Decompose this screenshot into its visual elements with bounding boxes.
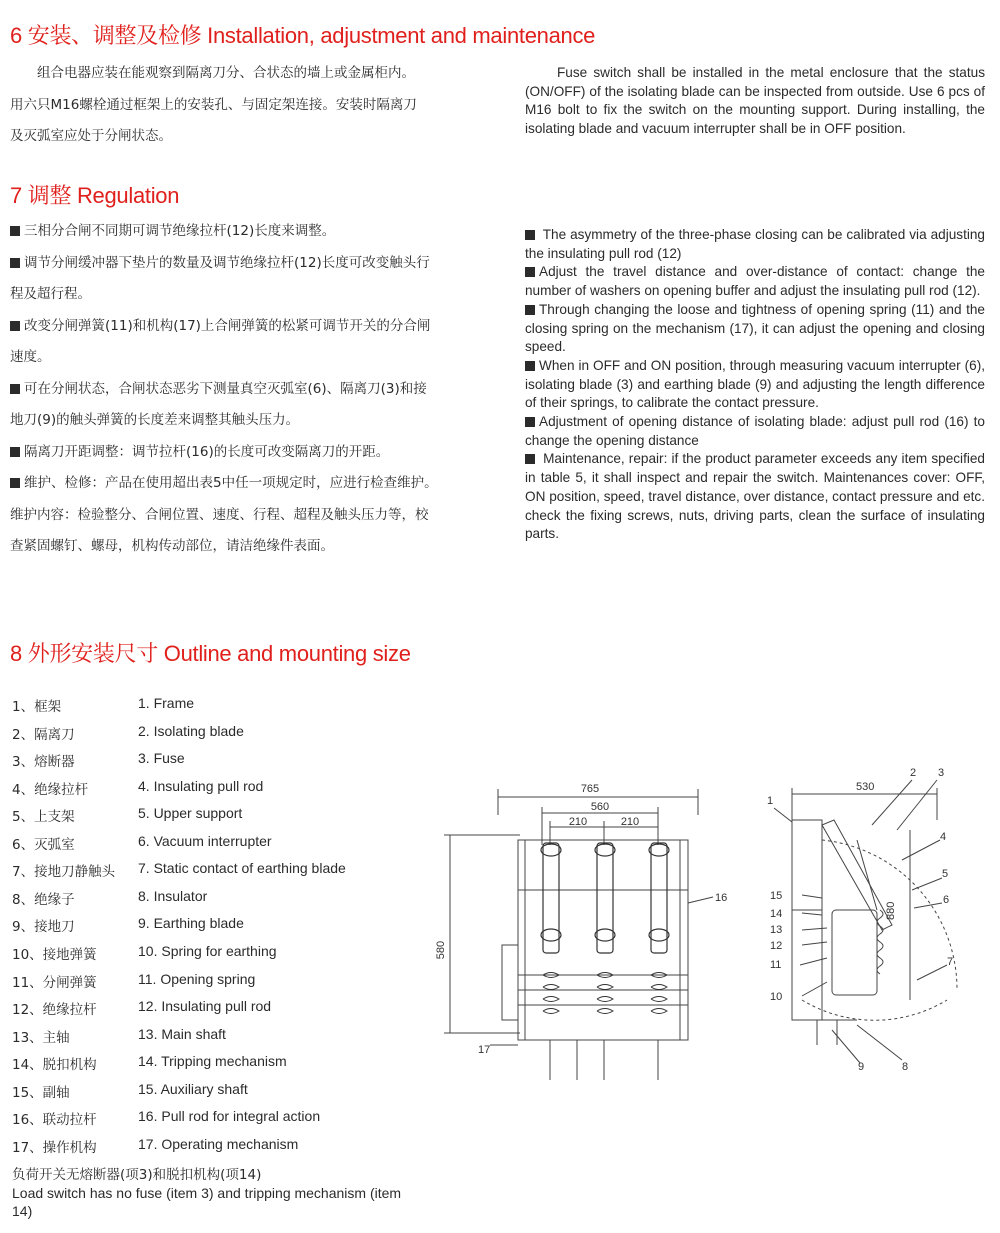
side-label-10: 10 xyxy=(770,991,783,1003)
bullet-square-icon xyxy=(10,478,20,488)
side-label-2: 2 xyxy=(910,767,917,779)
bullet-square-icon xyxy=(525,305,535,315)
side-label-3: 3 xyxy=(938,767,945,779)
bullet-square-icon xyxy=(10,384,20,394)
dimension-580: 580 xyxy=(435,940,447,960)
bullet-square-icon xyxy=(525,361,535,371)
side-label-5: 5 xyxy=(942,868,949,880)
front-view-drawing xyxy=(430,775,730,1090)
load-switch-note: 负荷开关无熔断器(项3)和脱扣机构(项14) Load switch has no fuse (item 3) and tripping mechanism (item 14) xyxy=(12,1167,402,1219)
side-label-11: 11 xyxy=(770,959,782,971)
side-label-8: 8 xyxy=(902,1061,909,1073)
bullet-square-icon xyxy=(525,454,535,464)
side-label-9: 9 xyxy=(858,1061,865,1073)
bullet-square-icon xyxy=(10,321,20,331)
dimension-210-right: 210 xyxy=(620,816,640,828)
bullet-square-icon xyxy=(10,258,20,268)
side-label-14: 14 xyxy=(770,908,783,920)
side-label-6: 6 xyxy=(943,894,950,906)
side-label-13: 13 xyxy=(770,924,783,936)
side-label-7: 7 xyxy=(947,956,954,968)
bullet-square-icon xyxy=(525,417,535,427)
dimension-880: 880 xyxy=(885,901,897,920)
section-6-chinese-text: 组合电器应装在能观察到隔离刀分、合状态的墙上或金属柜内。 用六只M16螺栓通过框架上的安装孔、与固定架连接。安装时隔离刀 及灭弧室应处于分闸状态。 xyxy=(10,65,417,144)
bullet-square-icon xyxy=(10,226,20,236)
section-7-english-text: The asymmetry of the three-phase closing can be calibrated via adjusting the insulating pull rod (12) Adjust the travel distance and over-distance of contact: change the number of washers on opening buffer and adjust the insulating pull rod (12). Through changing the loose and tightness of opening spring (11) and the closing spring on the mechanism (17), it can adjust the opening and closing speed. When in OFF and ON position, through measuring vacuum interrupter (6), isolating blade (3) and earthing blade (9) and adjusting the length difference of their springs, to calibrate the contact pressure. Adjustment of opening distance of isolating blade: adjust pull rod (16) to change the opening distance Maintenance, repair: if the product parameter exceeds any item specified in table 5, it shall inspect and repair the switch. Maintenances cover: OFF, ON position, speed, travel distance, over distance, contact pressure and etc. check the fixing screws, nuts, driving parts, clean the surface of insulating parts. xyxy=(525,227,985,542)
section-6-title: 6 安装、调整及检修 Installation, adjustment and maintenance xyxy=(10,23,596,48)
dimension-560: 560 xyxy=(590,801,610,813)
dimension-210-left: 210 xyxy=(568,816,588,828)
section-6-english-text: Fuse switch shall be installed in the metal enclosure that the status (ON/OFF) of the isolating blade can be inspected from outside. Use 6 pcs of M16 bolt to fix the switch on the mounting support. During installing, the isolating blade and vacuum interrupter shall be in OFF position. xyxy=(525,65,985,137)
label-16: 16 xyxy=(715,892,728,904)
side-label-1: 1 xyxy=(767,795,774,807)
section-7-chinese-text: 三相分合闸不同期可调节绝缘拉杆(12)长度来调整。 调节分闸缓冲器下垫片的数量及调节绝缘拉杆(12)长度可改变触头行 程及超行程。 改变分闸弹簧(11)和机构(17)上合闸弹簧的松紧可调节开关的分合闸 速度。 可在分闸状态，合闸状态恶劣下测量真空灭弧室(6)、隔离刀(3)和接 地刀(9)的触头弹簧的长度差来调整其触头压力。 隔离刀开距调整：调节拉杆(16)的长度可改变隔离刀的开距。 维护、检修：产品在使用超出表5中任一项规定时，应进行检查维护。 维护内容：检验整分、合闸位置、速度、行程、超程及触头压力等，校 查紧固螺钉、螺母，机构传动部位，请洁绝缘件表面。 xyxy=(10,223,438,554)
dimension-765: 765 xyxy=(580,783,600,795)
bullet-square-icon xyxy=(525,267,535,277)
side-label-15: 15 xyxy=(770,890,783,902)
label-17: 17 xyxy=(478,1044,491,1056)
side-view-drawing xyxy=(762,760,977,1080)
side-label-4: 4 xyxy=(940,831,947,843)
section-8-title: 8 外形安装尺寸 Outline and mounting size xyxy=(10,641,411,666)
dimension-530: 530 xyxy=(856,781,875,793)
bullet-square-icon xyxy=(10,447,20,457)
bullet-square-icon xyxy=(525,230,535,240)
section-7-title: 7 调整 Regulation xyxy=(10,183,180,208)
side-label-12: 12 xyxy=(770,940,783,952)
